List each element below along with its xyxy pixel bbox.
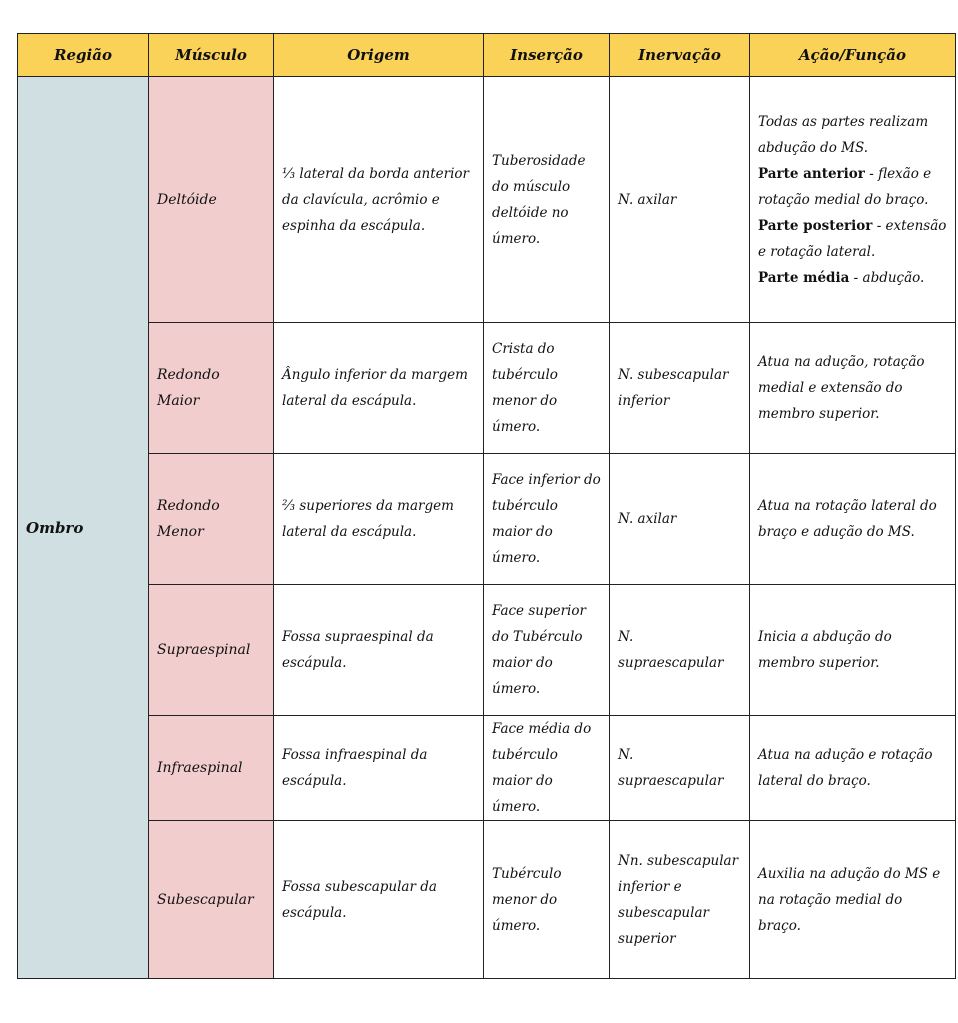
table-row-infraespinal <box>18 716 956 821</box>
table-row-redondo-menor <box>18 454 956 585</box>
muscle-cell: Infraespinal <box>149 716 274 821</box>
insertion-cell: Crista do tubérculo menor do úmero. <box>484 323 610 454</box>
origin-cell: Fossa subescapular da escápula. <box>274 821 484 979</box>
origin-cell: Fossa infraespinal da escápula. <box>274 716 484 821</box>
muscle-cell: Redondo Maior <box>149 323 274 454</box>
innervation-cell: N. supraescapular <box>610 585 750 716</box>
muscle-cell: Redondo Menor <box>149 454 274 585</box>
innervation-cell: N. supraescapular <box>610 716 750 821</box>
table-row-subescapular <box>18 821 956 979</box>
origin-cell: Fossa supraespinal da escápula. <box>274 585 484 716</box>
insertion-cell: Face inferior do tubérculo maior do úmero. <box>484 454 610 585</box>
action-anterior-label: Parte anterior <box>758 165 865 182</box>
innervation-cell: Nn. subescapular inferior e subescapular superior <box>610 821 750 979</box>
table-row-deltoide <box>18 77 956 323</box>
header-acao-funcao: Ação/Função <box>750 34 956 77</box>
origin-cell: Ângulo inferior da margem lateral da escápula. <box>274 323 484 454</box>
insertion-cell: Tubérculo menor do úmero. <box>484 821 610 979</box>
header-origem: Origem <box>274 34 484 77</box>
action-cell: Atua na rotação lateral do braço e adução do MS. <box>750 454 956 585</box>
header-inervacao: Inervação <box>610 34 750 77</box>
table-row-supraespinal <box>18 585 956 716</box>
header-row <box>18 34 956 77</box>
header-musculo: Músculo <box>149 34 274 77</box>
insertion-cell: Face superior do Tubérculo maior do úmero. <box>484 585 610 716</box>
action-cell: Inicia a abdução do membro superior. <box>750 585 956 716</box>
innervation-cell: N. axilar <box>610 77 750 323</box>
muscle-cell: Subescapular <box>149 821 274 979</box>
action-posterior-label: Parte posterior <box>758 217 873 234</box>
action-cell: Auxilia na adução do MS e na rotação medial do braço. <box>750 821 956 979</box>
action-middle-text: - abdução. <box>849 269 925 286</box>
action-intro: Todas as partes realizam abdução do MS. <box>758 113 929 156</box>
innervation-cell: N. subescapular inferior <box>610 323 750 454</box>
muscle-table-page <box>17 33 955 979</box>
innervation-cell: N. axilar <box>610 454 750 585</box>
region-cell: Ombro <box>18 77 149 979</box>
header-regiao: Região <box>18 34 149 77</box>
insertion-cell: Tuberosidade do músculo deltóide no úmero. <box>484 77 610 323</box>
action-posterior-text: - extensão e rotação lateral. <box>758 217 947 260</box>
table-row-redondo-maior <box>18 323 956 454</box>
action-cell: Atua na adução e rotação lateral do braço. <box>750 716 956 821</box>
muscle-cell: Deltóide <box>149 77 274 323</box>
action-anterior-text: - flexão e rotação medial do braço. <box>758 165 932 208</box>
muscle-table <box>17 33 956 979</box>
muscle-cell: Supraespinal <box>149 585 274 716</box>
insertion-cell: Face média do tubérculo maior do úmero. <box>484 716 610 821</box>
origin-cell: ⅓ lateral da borda anterior da clavícula, acrômio e espinha da escápula. <box>274 77 484 323</box>
origin-cell: ⅔ superiores da margem lateral da escápula. <box>274 454 484 585</box>
header-insercao: Inserção <box>484 34 610 77</box>
action-middle-label: Parte média <box>758 269 850 286</box>
action-cell: Atua na adução, rotação medial e extensão do membro superior. <box>750 323 956 454</box>
action-cell <box>750 77 956 323</box>
